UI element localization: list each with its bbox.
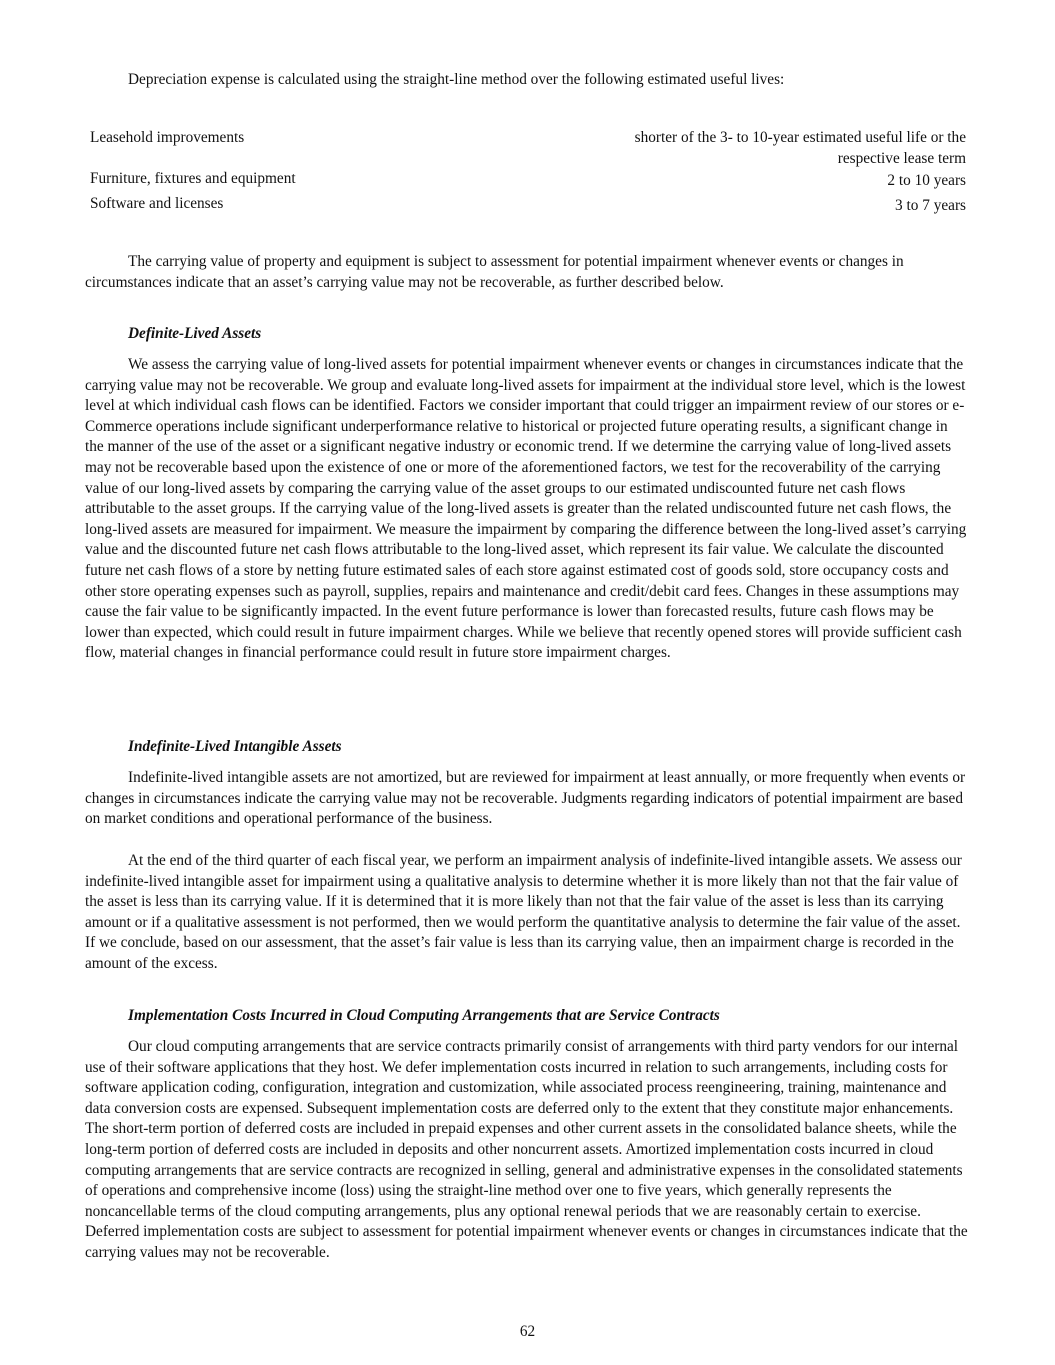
section-heading-cloud-computing: Implementation Costs Incurred in Cloud Computing Arrangements that are Service Contracts (128, 1007, 720, 1024)
asset-life: 2 to 10 years (887, 172, 966, 190)
useful-lives-table (90, 128, 966, 219)
section-heading-definite-lived: Definite-Lived Assets (128, 325, 262, 342)
section-heading-indefinite-lived: Indefinite-Lived Intangible Assets (128, 738, 342, 755)
indefinite-lived-paragraph-2: At the end of the third quarter of each fiscal year, we perform an impairment analysis of indefinite-lived intangible assets. We assess our indefinite-lived intangible asset for impairment using a qualitative analysis to determine whether it is more likely than not that the fair value of the asset is less than its carrying value. If it is determined that it is more likely than not that the fair value of the asset is less than its carrying amount or if a qualitative assessment is not performed, then we would perform the quantitative analysis to determine the fair value of the asset. If we conclude, based on our assessment, that the asset’s fair value is less than its carrying value, then an impairment charge is recorded in the amount of the excess. (85, 852, 962, 972)
depreciation-intro: Depreciation expense is calculated using the straight-line method over the following estimated useful lives: (128, 71, 785, 88)
cloud-computing-paragraph: Our cloud computing arrangements that are service contracts primarily consist of arrangements with third party vendors for our internal use of their software applications that they host. We defer implementation costs incurred in relation to such arrangements, including costs for software application coding, configuration, integration and customization, while associated process reengineering, training, maintenance and data conversion costs are expensed. Subsequent implementation costs are deferred only to the extent that they constitute major enhancements. The short-term portion of deferred costs are included in prepaid expenses and other current assets in the consolidated balance sheets, while the long-term portion of deferred costs are included in deposits and other noncurrent assets. Amortized implementation costs incurred in cloud computing arrangements that are service contracts are recognized in selling, general and administrative expenses in the consolidated statements of operations and comprehensive income (loss) using the straight-line method over one to five years, which generally represents the noncancellable terms of the cloud computing arrangements, plus any optional renewal periods that we are reasonably certain to exercise. Deferred implementation costs are subject to assessment for potential impairment whenever events or changes in circumstances indicate that the carrying values may not be recoverable. (85, 1038, 968, 1261)
table-row (90, 169, 966, 194)
carrying-value-paragraph: The carrying value of property and equipment is subject to assessment for potential impairment whenever events or changes in circumstances indicate that an asset’s carrying value may not be recoverable, as further described below. (85, 253, 904, 291)
table-row (90, 128, 966, 169)
indefinite-lived-paragraph-1: Indefinite-lived intangible assets are not amortized, but are reviewed for impairment at least annually, or more frequently when events or changes in circumstances indicate the carrying value may not be recoverable. Judgments regarding indicators of potential impairment are based on market conditions and operational performance of the business. (85, 769, 966, 828)
asset-name: Furniture, fixtures and equipment (90, 170, 296, 188)
asset-life: 3 to 7 years (895, 197, 966, 215)
asset-name: Software and licenses (90, 195, 224, 213)
definite-lived-paragraph: We assess the carrying value of long-lived assets for potential impairment whenever events or changes in circumstances indicate that the carrying value may not be recoverable. We group and evaluate long-lived assets for impairment at the individual store level, which is the lowest level at which individual cash flows can be identified. Factors we consider important that could trigger an impairment review of our stores or e-Commerce operations include significant underperformance relative to historical or projected future operating results, a significant change in the manner of the use of the asset or a significant negative industry or economic trend. If we determine the carrying value of long-lived assets may not be recoverable based upon the existence of one or more of the aforementioned factors, we test for the recoverability of the carrying value of our long-lived assets by comparing the carrying value of the asset groups to our estimated undiscounted future net cash flows attributable to the asset groups. If the carrying value of the long-lived assets is greater than the related undiscounted future net cash flows, the long-lived assets are measured for impairment. We measure the impairment by comparing the difference between the long-lived asset’s carrying value and the discounted future net cash flows attributable to the long-lived asset, which represent its fair value. We calculate the discounted future net cash flows of a store by netting future estimated sales of each store against estimated cost of goods sold, store occupancy costs and other store operating expenses such as payroll, supplies, repairs and maintenance and credit/debit card fees. Changes in these assumptions may cause the fair value to be significantly impacted. In the event future performance is lower than forecasted results, future cash flows may be lower than expected, which could result in future impairment charges. While we believe that recently opened stores will provide sufficient cash flow, material changes in financial performance could result in future store impairment charges. (85, 356, 967, 662)
asset-life: shorter of the 3- to 10-year estimated useful life or the respective lease term (634, 129, 966, 167)
asset-name: Leasehold improvements (90, 129, 245, 146)
table-row (90, 194, 966, 219)
page-number: 62 (519, 1323, 536, 1340)
